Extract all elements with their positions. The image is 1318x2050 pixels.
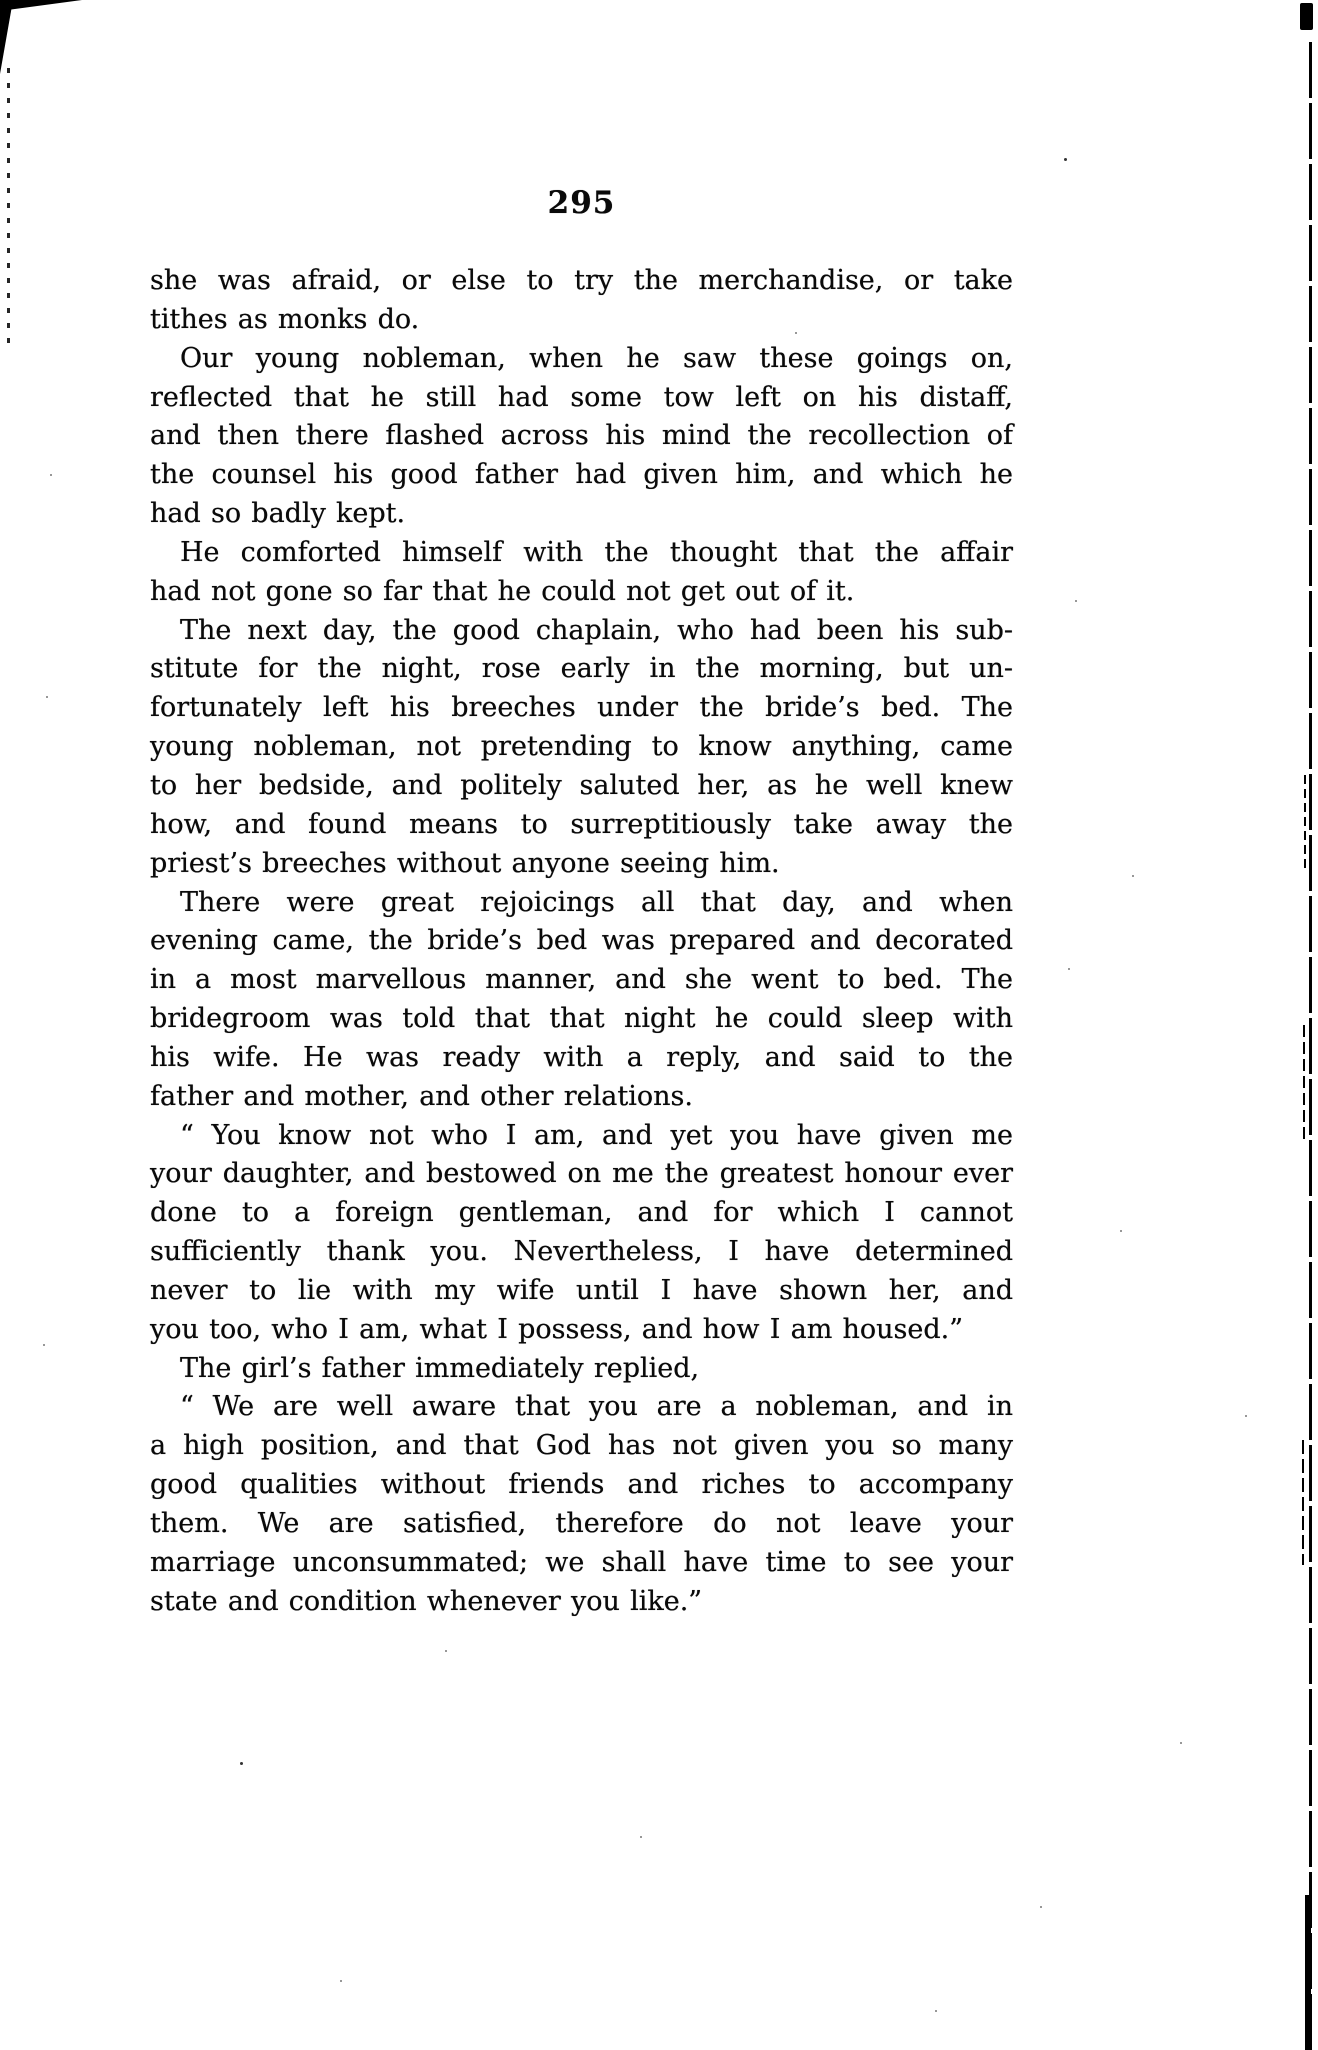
text-line: had not gone so far that he could not get out of it. bbox=[150, 575, 855, 607]
scan-speck bbox=[1075, 600, 1077, 602]
scan-artifact-right-line-segment bbox=[1304, 775, 1306, 870]
scan-artifact-right-blob bbox=[1300, 3, 1313, 30]
text-line: priest’s breeches without anyone seeing him. bbox=[150, 847, 780, 879]
text-line: she was afraid, or else to try the merchandise, or take bbox=[150, 265, 1013, 296]
scan-speck bbox=[1132, 875, 1134, 877]
scan-speck bbox=[1040, 1906, 1042, 1908]
scan-speck bbox=[50, 474, 52, 476]
text-line: “ You know not who I am, and yet you have given me bbox=[180, 1119, 1013, 1151]
text-line: a high position, and that God has not given you so many bbox=[150, 1430, 1013, 1462]
text-line: sufficiently thank you. Nevertheless, I have determined bbox=[150, 1236, 1013, 1268]
scan-artifact-left-dashed-line bbox=[7, 68, 10, 343]
text-line: had so badly kept. bbox=[150, 498, 406, 530]
text-line: state and condition whenever you like.” bbox=[150, 1585, 703, 1617]
text-line: how, and found means to surreptitiously take away the bbox=[150, 808, 1013, 840]
text-line: done to a foreign gentleman, and for which I cannot bbox=[150, 1197, 1013, 1229]
scan-speck bbox=[1245, 1415, 1247, 1417]
text-line: good qualities without friends and riches to accompany bbox=[150, 1469, 1013, 1501]
text-line: evening came, the bride’s bed was prepared and decorated bbox=[150, 925, 1013, 957]
body-text bbox=[150, 262, 1013, 1622]
scan-artifact-corner-vertical bbox=[0, 0, 13, 74]
scan-speck bbox=[1180, 1742, 1182, 1744]
scan-speck bbox=[1120, 1230, 1122, 1232]
scan-speck bbox=[43, 1344, 45, 1346]
text-line: you too, who I am, what I possess, and how I am housed.” bbox=[150, 1313, 964, 1345]
scan-artifact-right-thick-line bbox=[1305, 1895, 1311, 2050]
scan-speck bbox=[640, 1836, 642, 1838]
scan-speck bbox=[46, 696, 48, 698]
text-line: young nobleman, not pretending to know anything, came bbox=[150, 731, 1013, 763]
text-line: tithes as monks do. bbox=[150, 303, 420, 335]
text-line: them. We are satisfied, therefore do not leave your bbox=[150, 1508, 1013, 1539]
scan-artifact-right-line-segment bbox=[1302, 1440, 1304, 1565]
text-line: The next day, the good chaplain, who had been his sub- bbox=[180, 614, 1013, 646]
text-line: There were great rejoicings all that day, and when bbox=[180, 886, 1013, 918]
text-line: “ We are well aware that you are a nobleman, and in bbox=[180, 1391, 1013, 1423]
text-line: stitute for the night, rose early in the morning, but un- bbox=[150, 653, 1013, 685]
page-number: 295 bbox=[547, 185, 616, 221]
scan-speck bbox=[445, 1650, 447, 1652]
text-line: father and mother, and other relations. bbox=[150, 1080, 693, 1112]
scan-speck bbox=[1064, 158, 1067, 161]
scan-artifact-right-line-segment bbox=[1303, 1025, 1305, 1143]
text-line: The girl’s father immediately replied, bbox=[180, 1352, 700, 1384]
text-line: his wife. He was ready with a reply, and said to the bbox=[150, 1041, 1013, 1073]
scan-speck bbox=[240, 1762, 243, 1765]
text-line: marriage unconsummated; we shall have time to see your bbox=[150, 1546, 1013, 1578]
text-line: bridegroom was told that that night he could sleep with bbox=[150, 1003, 1013, 1035]
text-line: your daughter, and bestowed on me the greatest honour ever bbox=[150, 1158, 1013, 1190]
scan-speck bbox=[935, 2010, 937, 2012]
text-line: to her bedside, and politely saluted her, as he well knew bbox=[150, 769, 1013, 801]
text-line: He comforted himself with the thought that the affair bbox=[180, 536, 1013, 568]
text-line: in a most marvellous manner, and she went to bed. The bbox=[150, 964, 1013, 996]
text-line: reflected that he still had some tow left on his distaff, bbox=[150, 381, 1013, 413]
text-line: never to lie with my wife until I have shown her, and bbox=[150, 1274, 1013, 1306]
text-line: and then there flashed across his mind the recollection of bbox=[150, 420, 1013, 452]
text-line: fortunately left his breeches under the bride’s bed. The bbox=[150, 692, 1013, 724]
text-line: Our young nobleman, when he saw these goings on, bbox=[180, 342, 1013, 374]
scan-speck bbox=[340, 1980, 342, 1982]
scan-speck bbox=[795, 332, 797, 334]
scan-artifact-right-edge-line bbox=[1309, 42, 1312, 2050]
scan-speck bbox=[1068, 968, 1070, 970]
text-line: the counsel his good father had given him, and which he bbox=[150, 459, 1013, 491]
